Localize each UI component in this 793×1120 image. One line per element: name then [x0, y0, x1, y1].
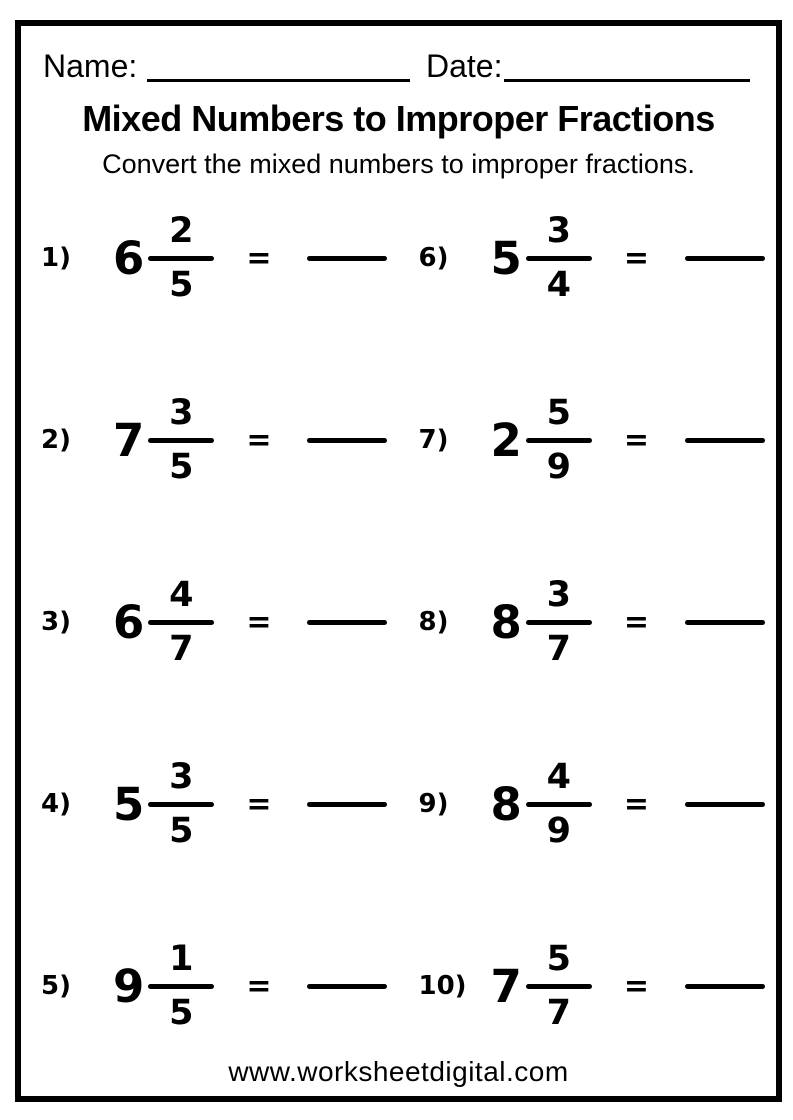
- fraction-denominator: 5: [169, 264, 194, 305]
- fraction-denominator: 5: [169, 992, 194, 1033]
- fraction-denominator: 9: [546, 810, 571, 851]
- problem-number: 3): [41, 607, 71, 637]
- equals-sign: =: [623, 786, 649, 822]
- fraction: [526, 574, 592, 669]
- whole-number: 5: [490, 231, 522, 285]
- equals-sign: =: [246, 240, 272, 276]
- problem-number: 6): [418, 243, 449, 273]
- fraction-denominator: 5: [169, 810, 194, 851]
- worksheet-border-frame: [15, 20, 782, 1102]
- fraction-denominator: 7: [546, 992, 571, 1033]
- whole-number: 7: [113, 413, 145, 467]
- problem-row: [399, 713, 777, 895]
- problem-number: 4): [41, 789, 71, 819]
- fraction-numerator: 4: [546, 756, 571, 797]
- fraction-numerator: 1: [169, 938, 194, 979]
- equals-sign: =: [623, 604, 649, 640]
- fraction: [148, 756, 214, 851]
- problem-row: [399, 531, 777, 713]
- fraction-bar: [148, 984, 214, 989]
- answer-blank[interactable]: [307, 438, 387, 443]
- problem-row: [21, 713, 399, 895]
- problem-number: 7): [418, 425, 449, 455]
- equals-sign: =: [246, 422, 272, 458]
- fraction-denominator: 4: [546, 264, 571, 305]
- fraction-bar: [526, 256, 592, 261]
- problem-row: [21, 895, 399, 1077]
- fraction-bar: [526, 620, 592, 625]
- whole-number: 5: [113, 777, 145, 831]
- fraction-bar: [526, 984, 592, 989]
- answer-blank[interactable]: [307, 984, 387, 989]
- equals-sign: =: [246, 786, 272, 822]
- fraction-bar: [148, 438, 214, 443]
- fraction-bar: [148, 802, 214, 807]
- problems-grid: [21, 167, 776, 1077]
- fraction: [526, 392, 592, 487]
- fraction-numerator: 3: [169, 756, 194, 797]
- name-date-row: [43, 48, 750, 85]
- problem-row: [399, 895, 777, 1077]
- answer-blank[interactable]: [685, 620, 765, 625]
- fraction-bar: [148, 256, 214, 261]
- fraction: [148, 574, 214, 669]
- fraction-numerator: 2: [169, 210, 194, 251]
- fraction-numerator: 3: [546, 210, 571, 251]
- fraction-numerator: 5: [546, 392, 571, 433]
- whole-number: 2: [490, 413, 522, 467]
- fraction-denominator: 7: [546, 628, 571, 669]
- fraction-bar: [148, 620, 214, 625]
- whole-number: 8: [490, 777, 522, 831]
- problem-row: [399, 167, 777, 349]
- equals-sign: =: [623, 422, 649, 458]
- problem-number: 2): [41, 425, 71, 455]
- fraction: [526, 210, 592, 305]
- problem-row: [21, 167, 399, 349]
- date-label: Date:: [425, 48, 503, 84]
- date-input-line[interactable]: [504, 79, 750, 82]
- problem-number: 1): [41, 243, 71, 273]
- fraction-numerator: 5: [546, 938, 571, 979]
- fraction: [148, 938, 214, 1033]
- problem-number: 5): [41, 971, 71, 1001]
- fraction-numerator: 3: [169, 392, 194, 433]
- problem-number: 8): [418, 607, 449, 637]
- equals-sign: =: [246, 604, 272, 640]
- whole-number: 6: [113, 231, 145, 285]
- answer-blank[interactable]: [307, 802, 387, 807]
- instructions-text: Convert the mixed numbers to improper fractions.: [102, 148, 695, 179]
- answer-blank[interactable]: [307, 620, 387, 625]
- whole-number: 7: [490, 959, 522, 1013]
- fraction-numerator: 3: [546, 574, 571, 615]
- name-input-line[interactable]: [147, 79, 410, 82]
- fraction: [526, 938, 592, 1033]
- fraction-denominator: 5: [169, 446, 194, 487]
- problem-number: 9): [418, 789, 449, 819]
- fraction-bar: [526, 802, 592, 807]
- problem-row: [399, 349, 777, 531]
- fraction-bar: [526, 438, 592, 443]
- footer-url: www.worksheetdigital.com: [228, 1056, 569, 1087]
- whole-number: 8: [490, 595, 522, 649]
- answer-blank[interactable]: [685, 256, 765, 261]
- fraction: [148, 392, 214, 487]
- fraction-denominator: 9: [546, 446, 571, 487]
- problem-number: 10): [418, 971, 467, 1001]
- fraction-denominator: 7: [169, 628, 194, 669]
- fraction: [526, 756, 592, 851]
- problem-row: [21, 531, 399, 713]
- answer-blank[interactable]: [685, 984, 765, 989]
- whole-number: 6: [113, 595, 145, 649]
- problem-row: [21, 349, 399, 531]
- equals-sign: =: [246, 968, 272, 1004]
- name-label: Name:: [43, 48, 138, 84]
- whole-number: 9: [113, 959, 145, 1013]
- worksheet-title: Mixed Numbers to Improper Fractions: [82, 97, 715, 139]
- equals-sign: =: [623, 240, 649, 276]
- equals-sign: =: [623, 968, 649, 1004]
- answer-blank[interactable]: [307, 256, 387, 261]
- answer-blank[interactable]: [685, 802, 765, 807]
- fraction-numerator: 4: [169, 574, 194, 615]
- answer-blank[interactable]: [685, 438, 765, 443]
- fraction: [148, 210, 214, 305]
